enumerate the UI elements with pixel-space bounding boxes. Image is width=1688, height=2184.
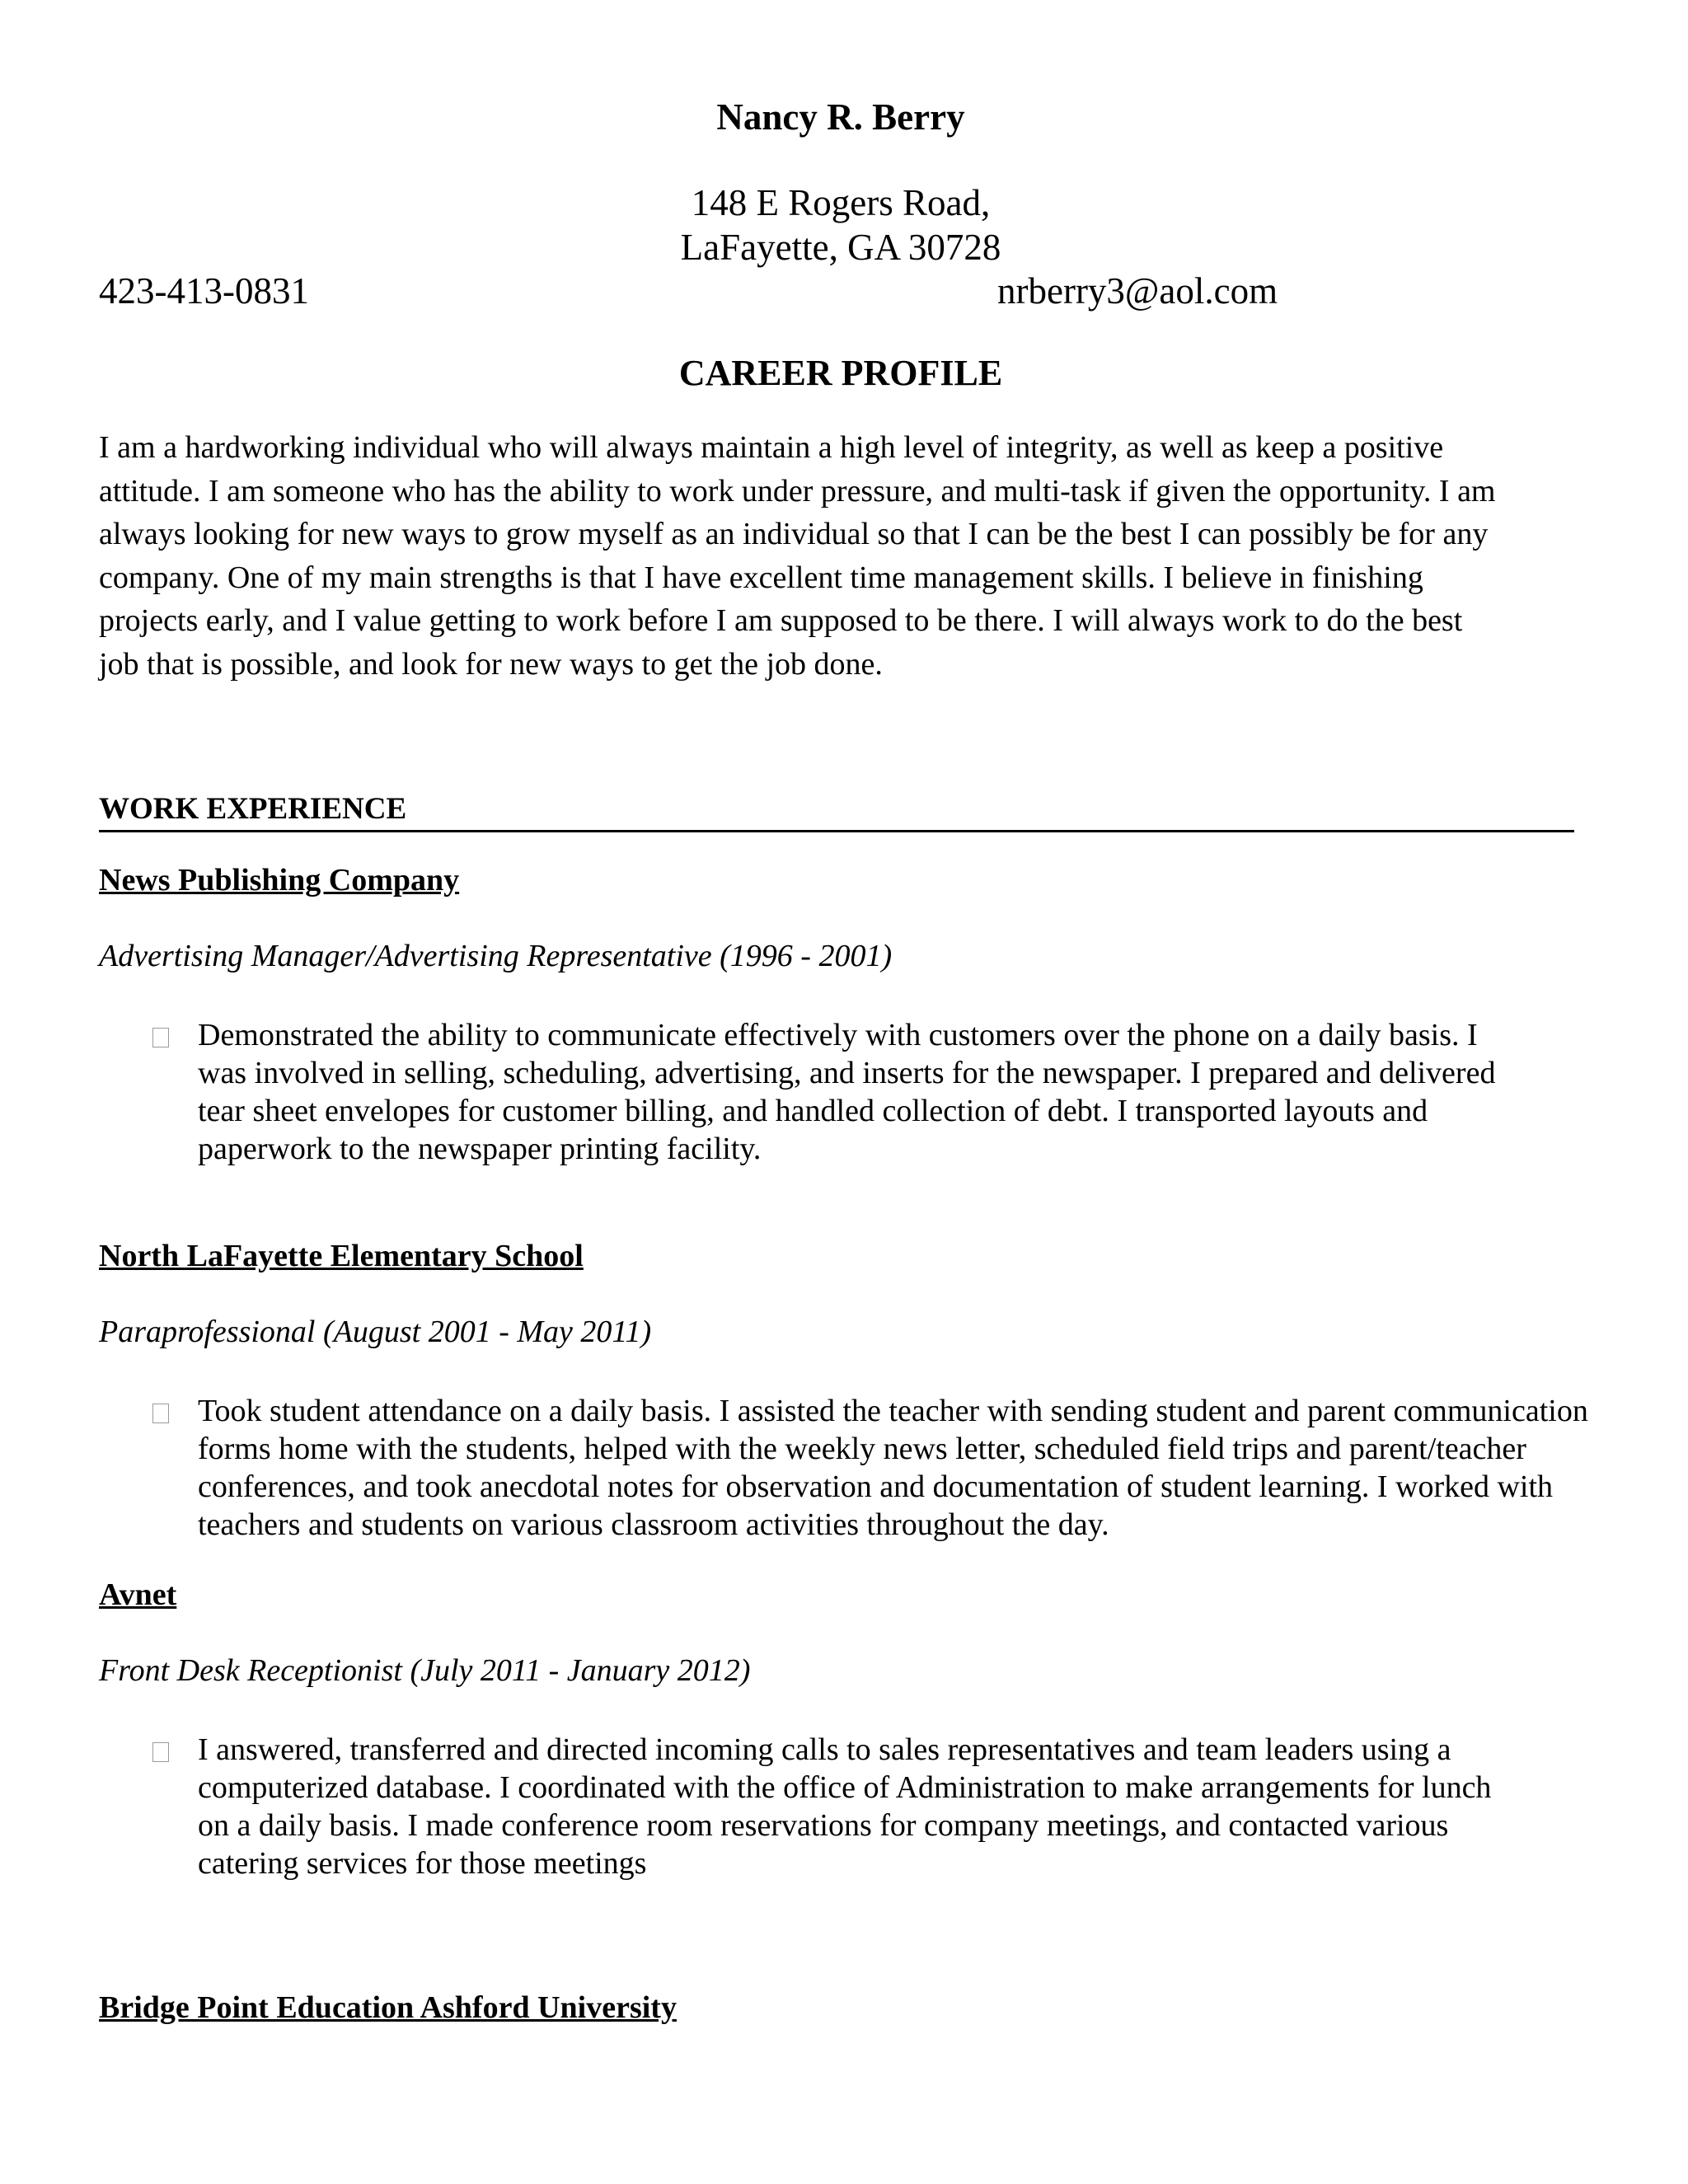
description-line: catering services for those meetings <box>198 1846 647 1881</box>
career-profile-text <box>99 426 1582 686</box>
job-title: Front Desk Receptionist (July 2011 - January 2012) <box>99 1653 751 1688</box>
company-name: Avnet <box>99 1577 177 1612</box>
profile-line: always looking for new ways to grow myself as an individual so that I can be the best I can possibly be for any <box>99 517 1489 551</box>
phone-number: 423-413-0831 <box>99 270 309 312</box>
description-line: Took student attendance on a daily basis. I assisted the teacher with sending student and parent communication <box>198 1394 1588 1428</box>
bullet-icon <box>152 1742 169 1762</box>
description-line: paperwork to the newspaper printing facility. <box>198 1132 762 1166</box>
job-title: Advertising Manager/Advertising Representative (1996 - 2001) <box>99 939 893 973</box>
description-line: on a daily basis. I made conference room reservations for company meetings, and contacted various <box>198 1808 1449 1843</box>
bullet-icon <box>152 1404 169 1423</box>
bullet-icon <box>152 1028 169 1047</box>
description-line: I answered, transferred and directed incoming calls to sales representatives and team leaders using a <box>198 1732 1451 1767</box>
description-line: teachers and students on various classroom activities throughout the day. <box>198 1507 1109 1542</box>
job-title: Paraprofessional (August 2001 - May 2011) <box>99 1315 652 1349</box>
profile-line: company. One of my main strengths is that I have excellent time management skills. I believe in finishing <box>99 560 1423 595</box>
work-experience-heading: WORK EXPERIENCE <box>99 789 1574 832</box>
profile-line: attitude. I am someone who has the ability to work under pressure, and multi-task if given the opportunity. I am <box>99 473 1496 509</box>
description-line: conferences, and took anecdotal notes for observation and documentation of student learning. I worked with <box>198 1469 1554 1504</box>
description-line: Demonstrated the ability to communicate effectively with customers over the phone on a daily basis. I <box>198 1018 1478 1052</box>
career-profile-heading: CAREER PROFILE <box>678 353 1003 393</box>
address-line-1: 148 E Rogers Road, <box>691 182 991 223</box>
profile-line: projects early, and I value getting to work before I am supposed to be there. I will always work to do the best <box>99 603 1463 638</box>
description-line: was involved in selling, scheduling, advertising, and inserts for the newspaper. I prepared and delivered <box>198 1056 1496 1090</box>
profile-line: job that is possible, and look for new ways to get the job done. <box>99 646 883 682</box>
description-line: computerized database. I coordinated with the office of Administration to make arrangements for lunch <box>198 1770 1492 1805</box>
company-name: News Publishing Company <box>99 863 460 898</box>
description-line: tear sheet envelopes for customer billing, and handled collection of debt. I transported layouts and <box>198 1094 1428 1128</box>
company-name: North LaFayette Elementary School <box>99 1239 584 1273</box>
company-name: Bridge Point Education Ashford University <box>99 1990 677 2025</box>
description-line: forms home with the students, helped with the weekly news letter, scheduled field trips and parent/teacher <box>198 1432 1526 1466</box>
address-line-2: LaFayette, GA 30728 <box>680 227 1001 268</box>
applicant-name: Nancy R. Berry <box>716 96 965 138</box>
profile-line: I am a hardworking individual who will always maintain a high level of integrity, as well as keep a positive <box>99 430 1444 465</box>
email-address: nrberry3@aol.com <box>997 270 1278 312</box>
